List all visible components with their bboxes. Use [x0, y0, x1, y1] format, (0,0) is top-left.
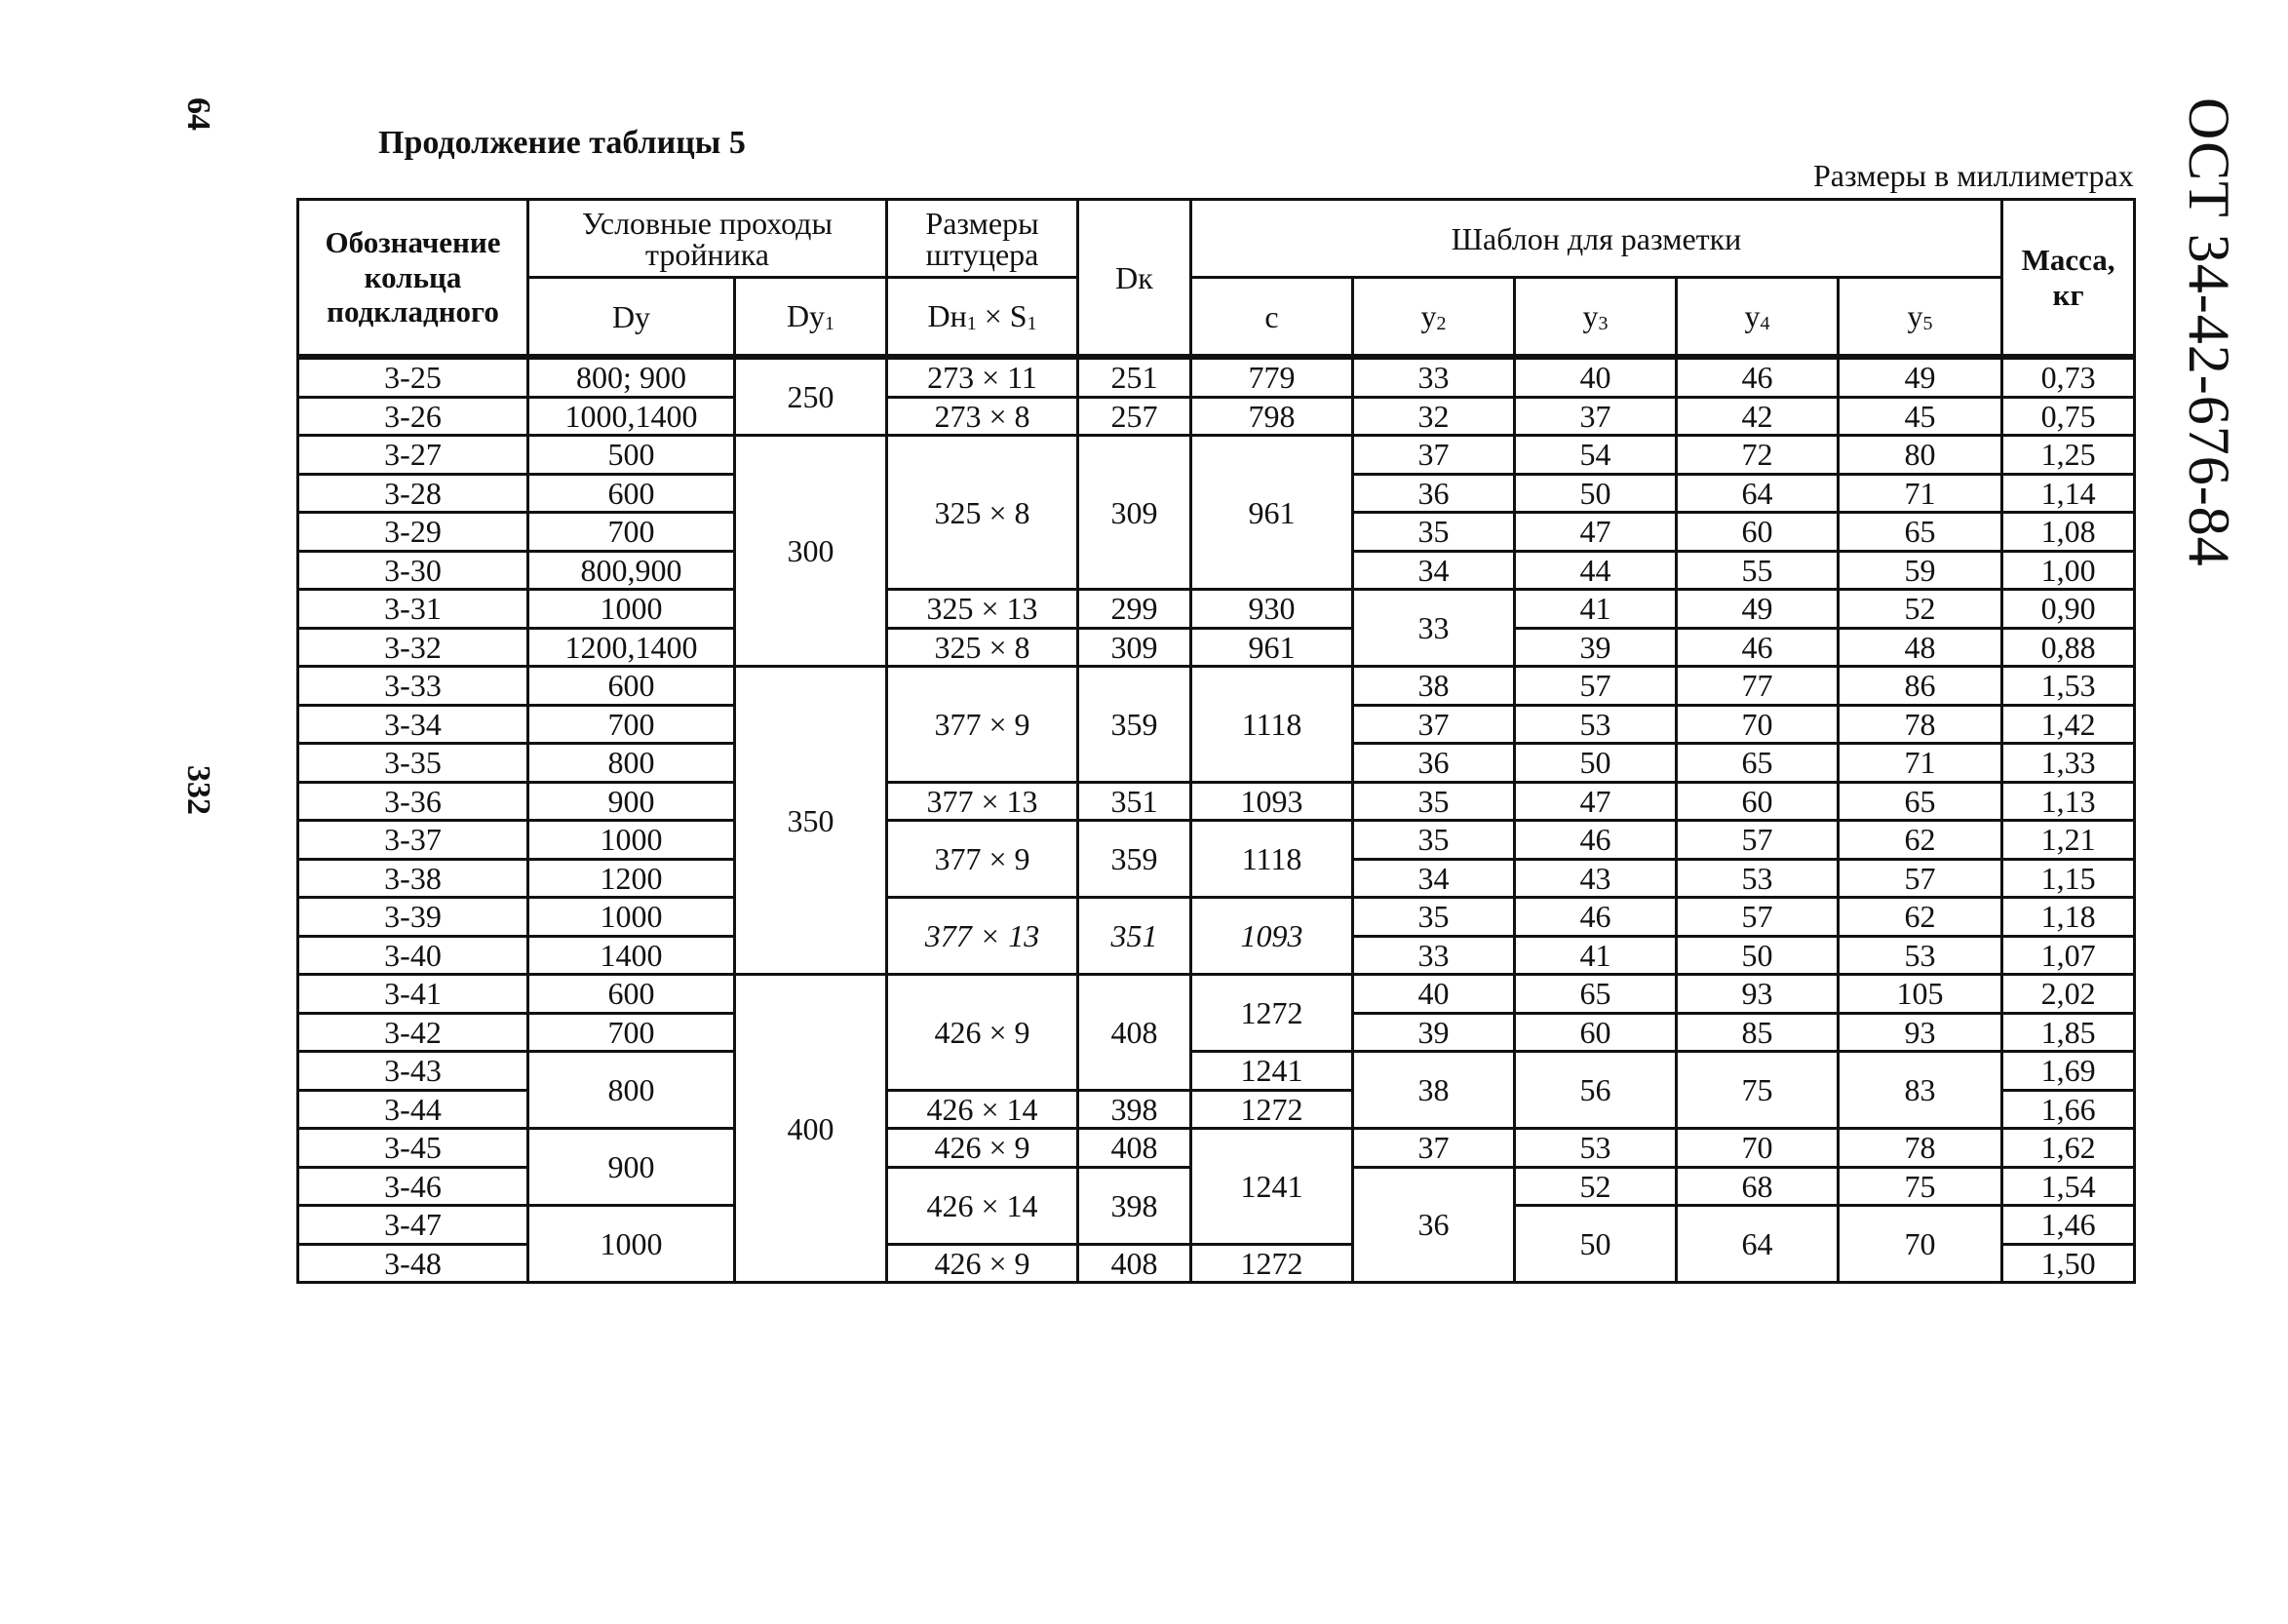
- cell-dk: 299: [1078, 590, 1191, 629]
- cell-ring: 3-41: [298, 975, 528, 1014]
- header-y4: $y_4$: [1677, 278, 1839, 358]
- cell-y5: 71: [1839, 744, 2002, 783]
- cell-y2: 33: [1353, 357, 1515, 397]
- table-row: [298, 590, 2135, 629]
- cell-y4: 49: [1677, 590, 1839, 629]
- cell-ring: 3-27: [298, 436, 528, 475]
- cell-dy: 1400: [528, 936, 735, 975]
- cell-mass: 1,15: [2002, 859, 2135, 898]
- header-dy: Dy: [528, 278, 735, 358]
- cell-dk: 398: [1078, 1090, 1191, 1129]
- header-c: c: [1191, 278, 1353, 358]
- cell-y4: 75: [1677, 1052, 1839, 1129]
- cell-y4: 70: [1677, 705, 1839, 744]
- cell-y4: 70: [1677, 1129, 1839, 1168]
- cell-mass: 1,00: [2002, 551, 2135, 590]
- cell-y4: 64: [1677, 1206, 1839, 1283]
- cell-mass: 1,66: [2002, 1090, 2135, 1129]
- cell-ring: 3-33: [298, 667, 528, 706]
- cell-y3: 41: [1515, 936, 1677, 975]
- table-row: [298, 628, 2135, 667]
- cell-dk: 257: [1078, 397, 1191, 436]
- cell-y4: 42: [1677, 397, 1839, 436]
- cell-ring: 3-44: [298, 1090, 528, 1129]
- cell-dy: 800,900: [528, 551, 735, 590]
- cell-ring: 3-34: [298, 705, 528, 744]
- table-row: [298, 397, 2135, 436]
- header-template: Шаблон для разметки: [1191, 200, 2002, 278]
- header-y2: $y_2$: [1353, 278, 1515, 358]
- cell-y3: 37: [1515, 397, 1677, 436]
- document-code: ОСТ 34-42-676-84: [2177, 97, 2241, 567]
- table-row: [298, 1129, 2135, 1168]
- cell-ring: 3-25: [298, 357, 528, 397]
- cell-y3: 53: [1515, 1129, 1677, 1168]
- cell-y3: 65: [1515, 975, 1677, 1014]
- spec-table: [296, 198, 2136, 1284]
- cell-y3: 50: [1515, 1206, 1677, 1283]
- cell-y4: 55: [1677, 551, 1839, 590]
- cell-y5: 80: [1839, 436, 2002, 475]
- table-row: [298, 821, 2135, 860]
- cell-dy: 800: [528, 744, 735, 783]
- cell-fitting: 377 × 13: [887, 782, 1078, 821]
- cell-fitting: 325 × 8: [887, 628, 1078, 667]
- cell-y5: 48: [1839, 628, 2002, 667]
- cell-y3: 60: [1515, 1013, 1677, 1052]
- cell-dy: 1000,1400: [528, 397, 735, 436]
- cell-dy: 1000: [528, 898, 735, 937]
- cell-mass: 0,73: [2002, 357, 2135, 397]
- cell-y5: 71: [1839, 474, 2002, 513]
- cell-y5: 70: [1839, 1206, 2002, 1283]
- page-number-top: 64: [180, 97, 216, 131]
- cell-y4: 68: [1677, 1167, 1839, 1206]
- cell-y2: 36: [1353, 474, 1515, 513]
- cell-dy: 600: [528, 474, 735, 513]
- cell-c: 798: [1191, 397, 1353, 436]
- cell-dy: 900: [528, 782, 735, 821]
- cell-y5: 83: [1839, 1052, 2002, 1129]
- cell-mass: 1,08: [2002, 513, 2135, 552]
- cell-y2: 33: [1353, 590, 1515, 667]
- cell-y5: 49: [1839, 357, 2002, 397]
- header-dk: Dк: [1078, 200, 1191, 358]
- cell-mass: 1,50: [2002, 1244, 2135, 1283]
- cell-y5: 75: [1839, 1167, 2002, 1206]
- cell-y4: 85: [1677, 1013, 1839, 1052]
- cell-fitting: 426 × 9: [887, 1244, 1078, 1283]
- cell-dk: 351: [1078, 782, 1191, 821]
- cell-y2: 35: [1353, 513, 1515, 552]
- cell-y5: 65: [1839, 513, 2002, 552]
- cell-mass: 1,46: [2002, 1206, 2135, 1245]
- cell-mass: 0,88: [2002, 628, 2135, 667]
- cell-ring: 3-39: [298, 898, 528, 937]
- cell-dy1: 400: [735, 975, 887, 1283]
- cell-dy: 700: [528, 513, 735, 552]
- cell-ring: 3-45: [298, 1129, 528, 1168]
- cell-mass: 1,33: [2002, 744, 2135, 783]
- cell-y5: 62: [1839, 898, 2002, 937]
- cell-dk: 309: [1078, 628, 1191, 667]
- cell-dy: 600: [528, 667, 735, 706]
- cell-y2: 38: [1353, 667, 1515, 706]
- cell-ring: 3-28: [298, 474, 528, 513]
- cell-y5: 62: [1839, 821, 2002, 860]
- header-dy1: $Dy_1$: [735, 278, 887, 358]
- cell-ring: 3-38: [298, 859, 528, 898]
- cell-ring: 3-46: [298, 1167, 528, 1206]
- cell-fitting: 426 × 9: [887, 975, 1078, 1091]
- cell-dy: 900: [528, 1129, 735, 1206]
- cell-fitting: 426 × 14: [887, 1167, 1078, 1244]
- cell-ring: 3-29: [298, 513, 528, 552]
- cell-y3: 43: [1515, 859, 1677, 898]
- cell-fitting: 273 × 8: [887, 397, 1078, 436]
- cell-y3: 40: [1515, 357, 1677, 397]
- cell-ring: 3-43: [298, 1052, 528, 1091]
- cell-mass: 1,14: [2002, 474, 2135, 513]
- cell-y4: 72: [1677, 436, 1839, 475]
- cell-dy: 1000: [528, 590, 735, 629]
- cell-y4: 57: [1677, 821, 1839, 860]
- cell-c: 779: [1191, 357, 1353, 397]
- cell-c: 1118: [1191, 667, 1353, 783]
- table-body: [298, 357, 2135, 1283]
- cell-y5: 78: [1839, 705, 2002, 744]
- cell-dk: 408: [1078, 1129, 1191, 1168]
- cell-y2: 38: [1353, 1052, 1515, 1129]
- cell-mass: 1,62: [2002, 1129, 2135, 1168]
- cell-ring: 3-47: [298, 1206, 528, 1245]
- cell-dy1: 300: [735, 436, 887, 667]
- cell-y4: 93: [1677, 975, 1839, 1014]
- cell-mass: 1,07: [2002, 936, 2135, 975]
- cell-dk: 251: [1078, 357, 1191, 397]
- cell-mass: 1,21: [2002, 821, 2135, 860]
- cell-y3: 56: [1515, 1052, 1677, 1129]
- table-caption: Продолжение таблицы 5: [378, 125, 746, 161]
- cell-y2: 37: [1353, 705, 1515, 744]
- cell-fitting: 273 × 11: [887, 357, 1078, 397]
- cell-ring: 3-48: [298, 1244, 528, 1283]
- table-row: [298, 436, 2135, 475]
- cell-c: 1272: [1191, 1090, 1353, 1129]
- cell-dk: 398: [1078, 1167, 1191, 1244]
- cell-y4: 50: [1677, 936, 1839, 975]
- cell-fitting: 377 × 9: [887, 821, 1078, 898]
- cell-dk: 408: [1078, 1244, 1191, 1283]
- cell-y2: 35: [1353, 898, 1515, 937]
- cell-dy: 700: [528, 705, 735, 744]
- cell-y3: 46: [1515, 898, 1677, 937]
- header-mass: Масса, кг: [2002, 200, 2135, 358]
- cell-y2: 33: [1353, 936, 1515, 975]
- cell-y4: 65: [1677, 744, 1839, 783]
- cell-y2: 39: [1353, 1013, 1515, 1052]
- cell-ring: 3-26: [298, 397, 528, 436]
- cell-y3: 46: [1515, 821, 1677, 860]
- header-fitting: Размеры штуцера: [887, 200, 1078, 278]
- cell-y2: 35: [1353, 782, 1515, 821]
- cell-y3: 50: [1515, 474, 1677, 513]
- cell-dy: 1000: [528, 1206, 735, 1283]
- cell-dy: 1200: [528, 859, 735, 898]
- cell-y2: 32: [1353, 397, 1515, 436]
- cell-mass: 1,42: [2002, 705, 2135, 744]
- table-row: [298, 667, 2135, 706]
- cell-dy1: 250: [735, 357, 887, 436]
- cell-y3: 57: [1515, 667, 1677, 706]
- table-row: [298, 782, 2135, 821]
- cell-y5: 105: [1839, 975, 2002, 1014]
- cell-dy: 600: [528, 975, 735, 1014]
- header-dn-s: $Dн_1 \times S_1$: [887, 278, 1078, 358]
- cell-ring: 3-31: [298, 590, 528, 629]
- cell-ring: 3-36: [298, 782, 528, 821]
- cell-mass: 1,85: [2002, 1013, 2135, 1052]
- cell-mass: 0,90: [2002, 590, 2135, 629]
- cell-dk: 408: [1078, 975, 1191, 1091]
- table-row: [298, 975, 2135, 1014]
- cell-dy: 1200,1400: [528, 628, 735, 667]
- cell-y4: 57: [1677, 898, 1839, 937]
- cell-mass: 1,54: [2002, 1167, 2135, 1206]
- cell-mass: 1,53: [2002, 667, 2135, 706]
- header-passages: Условные проходы тройника: [528, 200, 887, 278]
- cell-y2: 34: [1353, 551, 1515, 590]
- cell-y3: 53: [1515, 705, 1677, 744]
- cell-y5: 65: [1839, 782, 2002, 821]
- cell-mass: 1,13: [2002, 782, 2135, 821]
- cell-y4: 46: [1677, 357, 1839, 397]
- cell-fitting: 426 × 14: [887, 1090, 1078, 1129]
- cell-dk: 359: [1078, 821, 1191, 898]
- cell-y2: 35: [1353, 821, 1515, 860]
- units-note: Размеры в миллиметрах: [1813, 158, 2134, 193]
- header-y5: $y_5$: [1839, 278, 2002, 358]
- cell-y4: 60: [1677, 513, 1839, 552]
- cell-y2: 37: [1353, 436, 1515, 475]
- cell-y5: 93: [1839, 1013, 2002, 1052]
- cell-c: 1241: [1191, 1129, 1353, 1245]
- cell-c: 1272: [1191, 975, 1353, 1052]
- cell-mass: 2,02: [2002, 975, 2135, 1014]
- cell-c: 1118: [1191, 821, 1353, 898]
- cell-dy: 800: [528, 1052, 735, 1129]
- cell-y4: 46: [1677, 628, 1839, 667]
- cell-y2: 37: [1353, 1129, 1515, 1168]
- cell-dk: 309: [1078, 436, 1191, 590]
- cell-fitting: 377 × 13: [887, 898, 1078, 975]
- cell-y3: 39: [1515, 628, 1677, 667]
- cell-dy1: 350: [735, 667, 887, 975]
- cell-y4: 64: [1677, 474, 1839, 513]
- cell-y5: 53: [1839, 936, 2002, 975]
- cell-y3: 50: [1515, 744, 1677, 783]
- cell-y4: 60: [1677, 782, 1839, 821]
- cell-y2: 36: [1353, 1167, 1515, 1283]
- table-row: [298, 898, 2135, 937]
- header-ring: Обозначение кольца подкладного: [298, 200, 528, 358]
- cell-y3: 41: [1515, 590, 1677, 629]
- cell-y2: 40: [1353, 975, 1515, 1014]
- cell-fitting: 426 × 9: [887, 1129, 1078, 1168]
- cell-mass: 1,18: [2002, 898, 2135, 937]
- cell-dk: 359: [1078, 667, 1191, 783]
- cell-y4: 77: [1677, 667, 1839, 706]
- cell-y5: 86: [1839, 667, 2002, 706]
- cell-c: 1093: [1191, 898, 1353, 975]
- cell-y5: 59: [1839, 551, 2002, 590]
- cell-ring: 3-40: [298, 936, 528, 975]
- cell-dy: 500: [528, 436, 735, 475]
- cell-ring: 3-42: [298, 1013, 528, 1052]
- cell-c: 961: [1191, 436, 1353, 590]
- cell-y5: 52: [1839, 590, 2002, 629]
- cell-dk: 351: [1078, 898, 1191, 975]
- cell-y4: 53: [1677, 859, 1839, 898]
- cell-y3: 54: [1515, 436, 1677, 475]
- cell-ring: 3-32: [298, 628, 528, 667]
- cell-c: 1093: [1191, 782, 1353, 821]
- cell-fitting: 325 × 8: [887, 436, 1078, 590]
- cell-c: 1272: [1191, 1244, 1353, 1283]
- cell-c: 961: [1191, 628, 1353, 667]
- cell-fitting: 325 × 13: [887, 590, 1078, 629]
- cell-ring: 3-35: [298, 744, 528, 783]
- cell-y3: 47: [1515, 513, 1677, 552]
- page-number-side: 332: [180, 765, 216, 815]
- cell-y5: 78: [1839, 1129, 2002, 1168]
- cell-y2: 34: [1353, 859, 1515, 898]
- cell-y3: 44: [1515, 551, 1677, 590]
- cell-dy: 800; 900: [528, 357, 735, 397]
- cell-y5: 45: [1839, 397, 2002, 436]
- cell-c: 1241: [1191, 1052, 1353, 1091]
- cell-y3: 47: [1515, 782, 1677, 821]
- table-header: [298, 200, 2135, 358]
- cell-y3: 52: [1515, 1167, 1677, 1206]
- table-row: [298, 357, 2135, 397]
- cell-dy: 700: [528, 1013, 735, 1052]
- cell-mass: 0,75: [2002, 397, 2135, 436]
- header-y3: $y_3$: [1515, 278, 1677, 358]
- cell-mass: 1,25: [2002, 436, 2135, 475]
- cell-ring: 3-37: [298, 821, 528, 860]
- cell-y5: 57: [1839, 859, 2002, 898]
- cell-dy: 1000: [528, 821, 735, 860]
- cell-ring: 3-30: [298, 551, 528, 590]
- cell-mass: 1,69: [2002, 1052, 2135, 1091]
- table-row: [298, 1052, 2135, 1091]
- cell-fitting: 377 × 9: [887, 667, 1078, 783]
- cell-y2: 36: [1353, 744, 1515, 783]
- cell-c: 930: [1191, 590, 1353, 629]
